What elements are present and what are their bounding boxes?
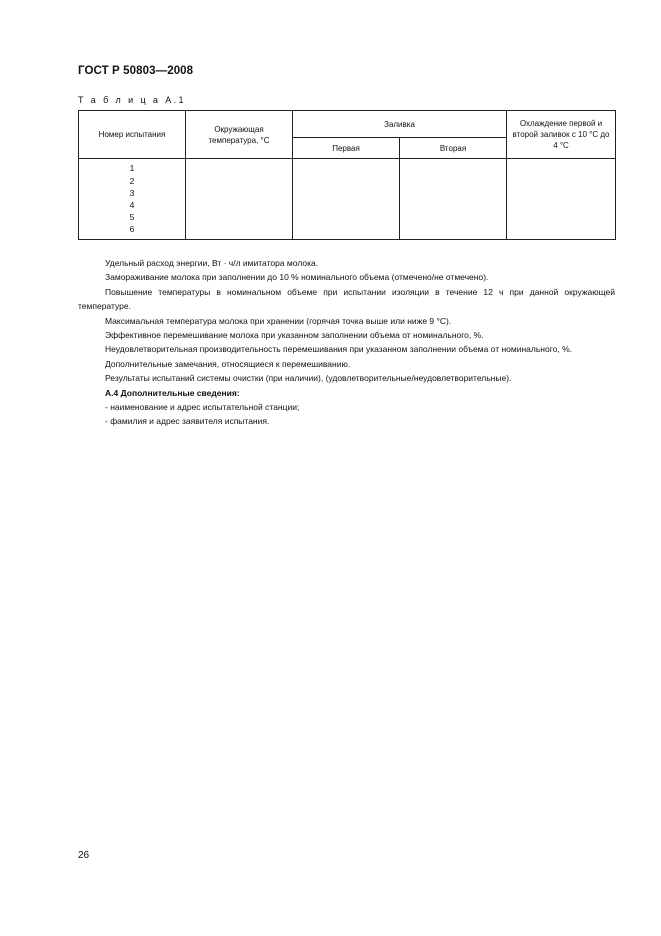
paragraph-energy-consumption: Удельный расход энергии, Вт · ч/л имитатора молока. [105,258,319,268]
header-cooling: Охлаждение первой и второй заливок с 10 °С до 4 °С [507,111,616,159]
header-test-number: Номер испытания [79,111,186,159]
test-number-3: 3 [129,187,135,198]
header-second-filling: Вторая [400,138,507,159]
paragraph-effective-mixing: Эффективное перемешивание молока при указанном заполнении объема от номинального, %. [105,330,484,341]
test-number-6: 6 [129,224,135,235]
document-code: ГОСТ Р 50803—2008 [78,65,194,77]
list-item-station: - наименование и адрес испытательной станции; [105,402,300,413]
test-number-cell [79,159,186,240]
paragraph-max-temperature: Максимальная температура молока при хранении (горячая точка выше или ниже 9 °С). [105,315,452,326]
test-number-1: 1 [129,163,135,174]
second-filling-cell [400,159,507,240]
paragraph-poor-mixing: Неудовлетворительная производительность перемешивания при указанном заполнении объема от номинального, %. [105,344,572,355]
cooling-cell [507,159,616,240]
header-filling: Заливка [293,111,507,138]
first-filling-cell [293,159,400,240]
test-number-4: 4 [129,200,135,210]
ambient-temperature-cell [186,159,293,240]
header-ambient-temperature: Окружающая температура, °С [186,111,293,159]
list-item-applicant: - фамилия и адрес заявителя испытания. [105,416,270,427]
paragraph-temperature-rise: Повышение температуры в номинальном объеме при испытании изоляции в течение 12 ч при данной окружающей температуре. [78,286,615,312]
test-number-2: 2 [129,175,135,186]
body-text [78,256,615,429]
section-title: А.4 Дополнительные сведения: [105,387,240,398]
table-caption: Т а б л и ц а А.1 [78,95,186,105]
paragraph-milk-freezing: Замораживание молока при заполнении до 10 % номинального объема (отмечено/не отмечено). [105,272,489,283]
paragraph-cleaning-results: Результаты испытаний системы очистки (при наличии), (удовлетворительные/неудовлетворительные). [105,373,512,384]
test-number-5: 5 [129,212,135,223]
paragraph-mixing-remarks: Дополнительные замечания, относящиеся к перемешиванию. [105,358,351,369]
results-table [78,110,616,240]
header-first-filling: Первая [293,138,400,159]
page-number: 26 [78,850,90,861]
